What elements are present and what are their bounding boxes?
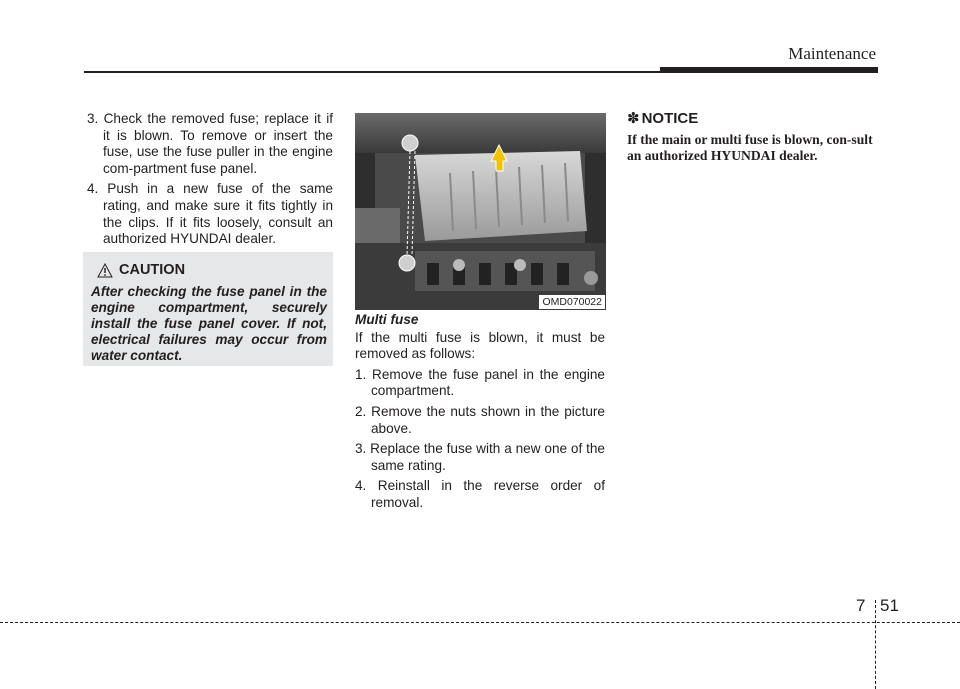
header-rule-accent bbox=[660, 67, 878, 73]
page-number: 51 bbox=[880, 596, 899, 615]
notice-label: NOTICE bbox=[641, 110, 699, 127]
caution-text: After checking the fuse panel in the engine compartment, securely install the fuse panel cover. If not, electrical failures may occur from water contact. bbox=[91, 284, 327, 363]
chapter-number: 7 bbox=[856, 596, 866, 615]
multi-step-1: 1. Remove the fuse panel in the engine compartment. bbox=[355, 366, 605, 399]
caution-box bbox=[83, 252, 333, 366]
left-column bbox=[83, 111, 333, 252]
fuse-panel-photo bbox=[355, 113, 606, 310]
footer-rule bbox=[0, 622, 960, 623]
step-3: 3. Check the removed fuse; replace it if it is blown. To remove or insert the fuse, use the fuse puller in the engine com-partment fuse panel. bbox=[87, 111, 333, 176]
notice-symbol-icon: ✽ bbox=[627, 110, 640, 127]
multi-fuse-intro: If the multi fuse is blown, it must be removed as follows: bbox=[355, 329, 605, 362]
multi-step-2: 2. Remove the nuts shown in the picture above. bbox=[355, 403, 605, 436]
caution-heading bbox=[97, 262, 185, 278]
notice-heading bbox=[627, 111, 877, 128]
figure-code: OMD070022 bbox=[539, 295, 605, 309]
caution-label: CAUTION bbox=[119, 262, 186, 278]
step-4: 4. Push in a new fuse of the same rating, and make sure it fits tightly in the clips. If it fits loosely, consult an authorized HYUNDAI dealer. bbox=[87, 181, 333, 247]
multi-step-3: 3. Replace the fuse with a new one of the same rating. bbox=[355, 441, 605, 473]
header-rule bbox=[84, 71, 664, 73]
footer-divider bbox=[875, 600, 876, 689]
right-column bbox=[627, 111, 877, 164]
section-title: Maintenance bbox=[788, 44, 876, 63]
warning-triangle-icon bbox=[97, 263, 113, 278]
notice-text: If the main or multi fuse is blown, con-sult an authorized HYUNDAI dealer. bbox=[627, 131, 873, 163]
middle-column bbox=[355, 312, 605, 516]
fuse-panel-illustration bbox=[355, 113, 606, 310]
multi-step-4: 4. Reinstall in the reverse order of removal. bbox=[355, 478, 605, 510]
multi-fuse-heading: Multi fuse bbox=[355, 312, 419, 327]
